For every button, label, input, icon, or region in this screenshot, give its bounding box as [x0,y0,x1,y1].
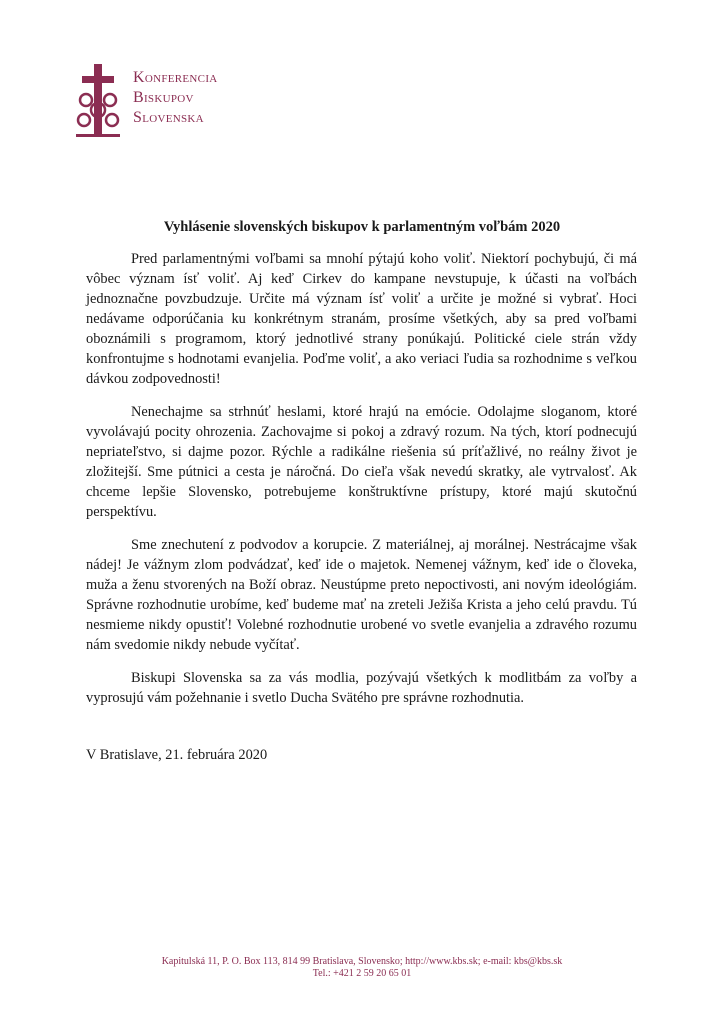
paragraph: Pred parlamentnými voľbami sa mnohí pýtajú koho voliť. Niektorí pochybujú, či má vôbec význam ísť voliť. Aj keď Cirkev do kampane nevstupuje, k účasti na voľbách jednoznačne povzbudzuje. Určite má význam ísť voliť a určite je možné si vybrať. Hoci nedávame odporúčania ku konkrétnym stranám, prosíme všetkých, aby sa pred voľbami oboznámili s programom, ktorý jednotlivé strany ponúkajú. Politické ciele strán vždy konfrontujme s hodnotami evanjelia. Poďme voliť, a ako veriaci ľudia sa rozhodnime s veľkou dávkou zodpovednosti! [86,251,637,387]
paragraph: Sme znechutení z podvodov a korupcie. Z materiálnej, aj morálnej. Nestrácajme však nádej! Je vážnym zlom podvádzať, keď ide o majetok. Nemenej vážnym, keď ide o človeka, muža a ženu stvorených na Boží obraz. Neustúpme preto nepoctivosti, ani novým ideológiám. Správne rozhodnutie urobíme, keď budeme mať na zreteli Ježiša Krista a jeho celú pravdu. Tú nesmieme nikdy opustiť! Volebné rozhodnutie urobené vo svetle evanjelia a zdravého rozumu nám svedomie nikdy nebude vyčítať. [86,537,637,653]
document-body [86,249,637,721]
logo-line-3: Slovenska [133,109,204,126]
footer-phone: Tel.: +421 2 59 20 65 01 [312,968,412,979]
cross-emblem-icon [74,62,126,140]
date-line: V Bratislave, 21. februára 2020 [86,747,268,763]
footer [0,956,724,980]
logo [74,62,244,140]
paragraph: Nenechajme sa strhnúť heslami, ktoré hrajú na emócie. Odolajme sloganom, ktoré vyvolávajú pocity ohrozenia. Zachovajme si pokoj a zdravý rozum. Na tých, ktorí podnecujú nepriateľstvo, si dajme pozor. Rýchle a radikálne riešenia sú príťažlivé, no reálny život je zložitejší. Sme pútnici a cesta je náročná. Do cieľa však nevedú skratky, ale vytrvalosť. Ak chceme lepšie Slovensko, potrebujeme konštruktívne prístupy, ktoré majú skutočnú perspektívu. [86,404,637,520]
logo-text [133,68,218,128]
paragraph: Biskupi Slovenska sa za vás modlia, pozývajú všetkých k modlitbám za voľby a vyprosujú vám požehnanie i svetlo Ducha Svätého pre správne rozhodnutia. [86,670,637,706]
logo-line-2: Biskupov [133,89,194,106]
logo-line-1: Konferencia [133,69,218,86]
document-title: Vyhlásenie slovenských biskupov k parlamentným voľbám 2020 [163,219,561,235]
footer-address: Kapitulská 11, P. O. Box 113, 814 99 Bratislava, Slovensko; http://www.kbs.sk; e-mail: kbs@kbs.sk [161,956,563,967]
